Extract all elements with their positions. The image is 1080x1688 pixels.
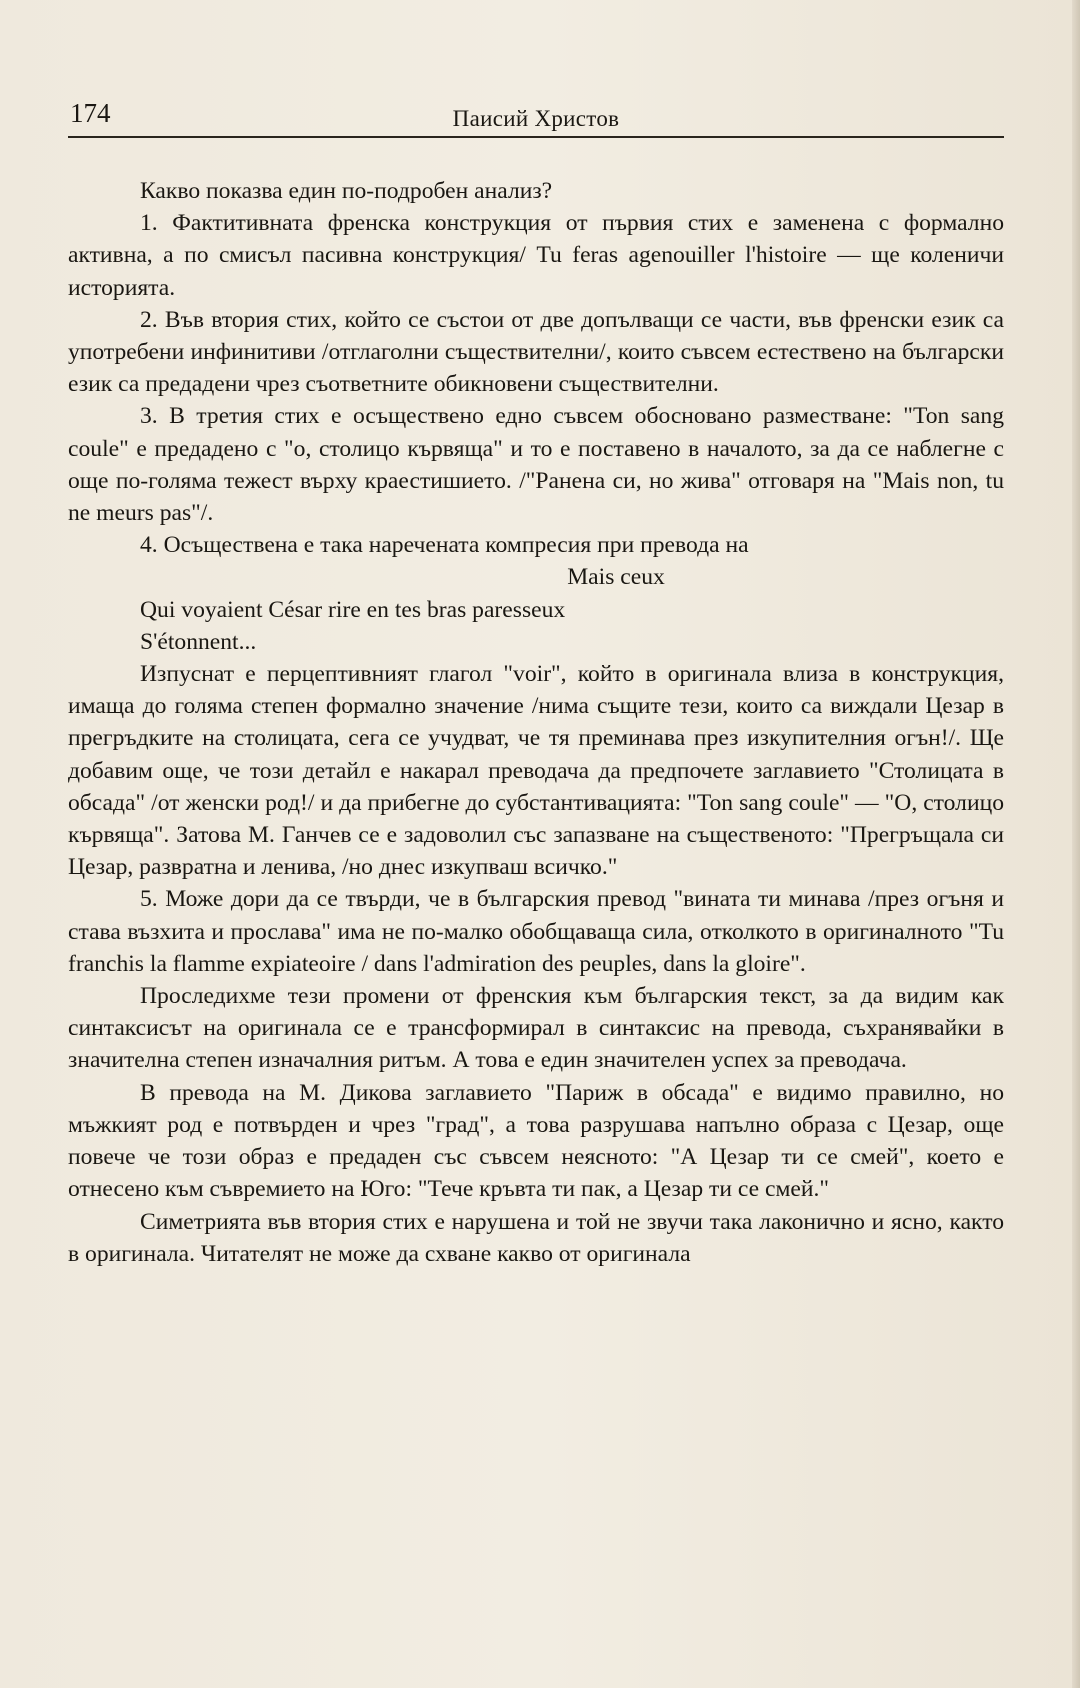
paragraph: В превода на М. Дикова заглавието "Париж в обсада" е видимо правилно, но мъжкият род е потвърден и чрез "град", а това разрушава напълно образа с Цезар, още повече че този образ е предаден със съвсем неясното: "А Цезар ти се смей", което е отнесено към съвремието на Юго: "Тече кръвта ти пак, а Цезар ти се смей." — [68, 1079, 1004, 1203]
paragraph: Проследихме тези промени от френския към българския текст, за да видим как синтаксисът на оригинала се е трансформирал в синтаксис на превода, съхранявайки в значителна степен изначалния ритъм. А това е един значителен успех за преводача. — [68, 983, 1004, 1074]
paragraph: 3. В третия стих е осъществено едно съвсем обосновано разместване: "Ton sang coule" е предадено с "о, столицо кървяща" и то е поставено в началото, за да се наблегне с още по-голяма тежест върху краестишието. /"Ранена си, но жива" отговаря на "Mais non, tu ne meurs pas"/. — [68, 403, 1004, 527]
body-text — [68, 175, 1004, 1270]
paragraph: 5. Може дори да се твърди, че в българския превод "вината ти минава /през огъня и става възхита и прослава" има не по-малко обобщаваща сила, отколкото в оригиналното "Tu franchis la flamme expiateoire / dans l'admiration des peuples, dans la gloire". — [68, 886, 1004, 977]
paragraph: Симетрията във втория стих е нарушена и той не звучи така лаконично и ясно, както в оригинала. Читателят не може да схване какво от оригинала — [68, 1208, 1004, 1267]
verse-line: Mais ceux — [567, 564, 665, 591]
page-number: 174 — [70, 98, 111, 128]
page-edge — [1072, 0, 1080, 1688]
paragraph: Изпуснат е перцептивният глагол "voir", който в оригинала влиза в конструкция, имаща до голяма степен формално значение /нима същите тези, които са виждали Цезар в прегръдките на столицата, сега се учудват, че тя преминава през изкупителния огън!/. Ще добавим още, че този детайл е накарал преводача да предпочете заглавието "Столицата в обсада" /от женски род!/ и да прибегне до субстантивацията: "Ton sang coule" — "О, столицо кървяща". Затова М. Ганчев се е задоволил със запазване на същественото: "Прегръщала си Цезар, развратна и ленива, /но днес изкупваш всичко." — [68, 661, 1004, 881]
verse-line: Qui voyaient César rire en tes bras paresseux — [140, 596, 566, 623]
paragraph: 4. Осъществена е така наречената компресия при превода на — [140, 532, 749, 559]
page-header — [68, 94, 1004, 140]
verse-line: S'étonnent... — [140, 628, 257, 655]
running-head: Паисий Христов — [452, 106, 620, 131]
paragraph: 1. Фактитивната френска конструкция от първия стих е заменена с формално активна, а по смисъл пасивна конструкция/ Tu feras agenouiller l'histoire — ще коленичи историята. — [68, 210, 1004, 301]
header-rule — [68, 136, 1004, 138]
paragraph: Какво показва един по-подробен анализ? — [140, 178, 553, 204]
paragraph: 2. Във втория стих, който се състои от две допълващи се части, във френски език са употребени инфинитиви /отглаголни съществителни/, които съвсем естествено на български език са предадени чрез съответните обикновени съществителни. — [68, 306, 1004, 398]
